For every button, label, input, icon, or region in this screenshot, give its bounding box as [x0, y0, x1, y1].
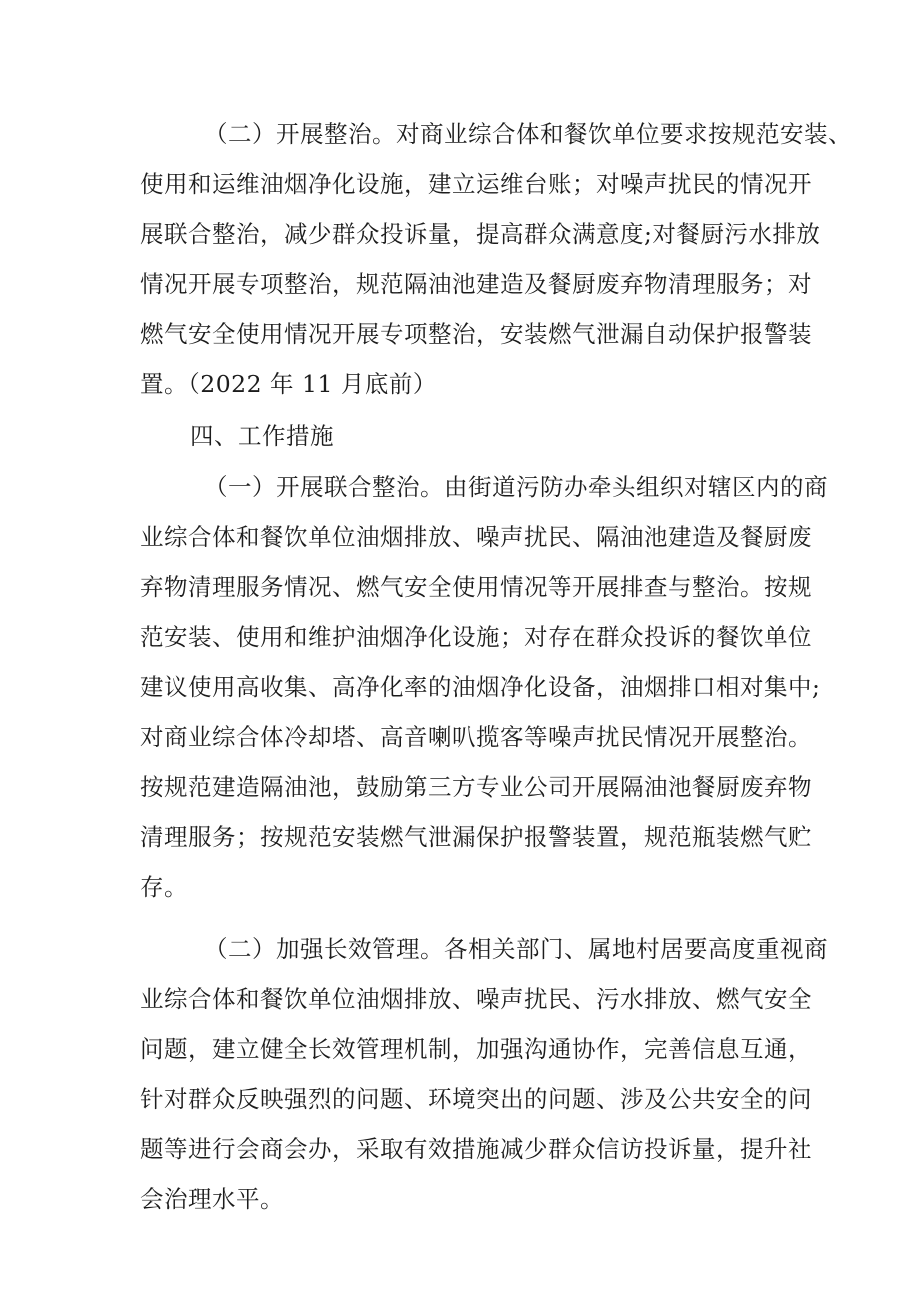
paragraph-line: （二）加强长效管理。各相关部门、属地村居要高度重视商: [204, 935, 828, 963]
paragraph-line: 针对群众反映强烈的问题、环境突出的问题、涉及公共安全的问: [140, 1085, 812, 1113]
paragraph-line: 展联合整治，减少群众投诉量，提高群众满意度;对餐厨污水排放: [140, 220, 821, 248]
paragraph-line: 题等进行会商会办，采取有效措施减少群众信访投诉量，提升社: [140, 1135, 812, 1163]
paragraph-line: 业综合体和餐饮单位油烟排放、噪声扰民、隔油池建造及餐厨废: [140, 523, 812, 551]
section-heading: 四、工作措施: [190, 422, 334, 450]
paragraph-line: 范安装、使用和维护油烟净化设施；对存在群众投诉的餐饮单位: [140, 623, 812, 651]
paragraph-line: 会治理水平。: [140, 1185, 284, 1213]
paragraph-line: 业综合体和餐饮单位油烟排放、噪声扰民、污水排放、燃气安全: [140, 985, 812, 1013]
paragraph-line: 置。（2022 年 11 月底前）: [140, 370, 437, 398]
paragraph-line: （一）开展联合整治。由街道污防办牵头组织对辖区内的商: [204, 473, 828, 501]
paragraph-line: 存。: [140, 873, 188, 901]
paragraph-line: 问题，建立健全长效管理机制，加强沟通协作，完善信息互通，: [140, 1035, 812, 1063]
paragraph-line: （二）开展整治。对商业综合体和餐饮单位要求按规范安装、: [204, 120, 852, 148]
paragraph-line: 清理服务；按规范安装燃气泄漏保护报警装置，规范瓶装燃气贮: [140, 823, 812, 851]
paragraph-line: 燃气安全使用情况开展专项整治，安装燃气泄漏自动保护报警装: [140, 320, 812, 348]
paragraph-line: 情况开展专项整治，规范隔油池建造及餐厨废弃物清理服务；对: [140, 270, 812, 298]
paragraph-line: 使用和运维油烟净化设施，建立运维台账；对噪声扰民的情况开: [140, 170, 812, 198]
paragraph-line: 建议使用高收集、高净化率的油烟净化设备，油烟排口相对集中;: [140, 673, 821, 701]
paragraph-line: 弃物清理服务情况、燃气安全使用情况等开展排查与整治。按规: [140, 573, 812, 601]
paragraph-line: 按规范建造隔油池，鼓励第三方专业公司开展隔油池餐厨废弃物: [140, 773, 812, 801]
paragraph-line: 对商业综合体冷却塔、高音喇叭揽客等噪声扰民情况开展整治。: [140, 723, 812, 751]
